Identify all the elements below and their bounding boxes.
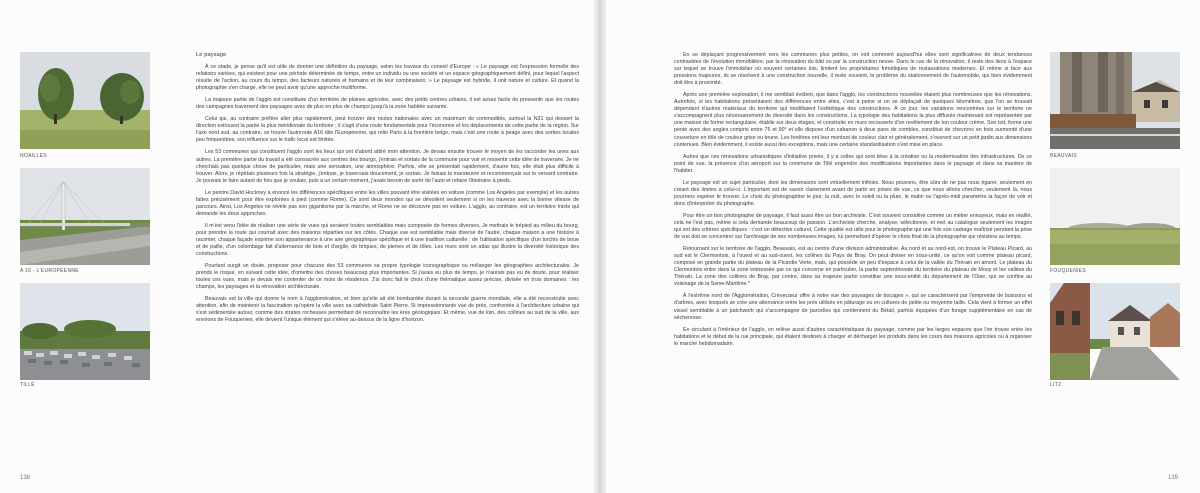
photo-tille-parking bbox=[20, 283, 150, 380]
paragraph: Pour être un bon photographe de paysage, il faut aussi être un bon archiviste. C'est souvent considéré comme un métier ennuyeux, mais en réalité, cela ne l'est pas, même si cela demande beaucoup de passion. L'archiviste cherche, analyse, sélectionne, et met au catalogue seulement les images qui ont des critères spécifiques : c'est un détective culturel. Cette qualité est utile pour le photographe qui une fois son cadrage maîtrisé pendant la prise de vue doit se concentrer sur l'archivage de ses nombreuses images, lui permettant d'opérer le choix final de la photographie qui résistera au temps. bbox=[674, 212, 1032, 241]
photo-noailles-trees bbox=[20, 52, 150, 149]
paragraph: Le peintre David Hockney a énoncé les différences spécifiques entre les villes pouvant être visitées en voiture (comme Los Angeles par exemple) et les autres faites précisément pour être explorées à pied (comme Rome). Ce sont deux mondes qui se dévoilent seulement si on les traverse avec la bonne vitesse de parcours. Ainsi, Los Angeles ne révèle pas son gigantisme par la marche, et Rome ne se découvre pas en voiture. L'agglo, au contraire, est un territoire mixte qui demande les deux approches. bbox=[196, 189, 579, 217]
photo-caption: TILLÉ bbox=[20, 382, 35, 388]
paragraph: Il m'est venu l'idée de réaliser une série de vues qui seraient toutes semblables mais composée de formes diverses. Je mettrais le trépied au milieu du bourg, pour prendre la route qui courrait avec des maisons réparties sur les côtés. Chaque vue est semblable mais diverse de l'autre, chaque maison a une histoire à raconter, chaque façade exprime son appartenance à une aire géographique spécifique et à une tradition culturelle : de l'utilisation spécifique d'un torchis de boue et de paille, d'un colombage fait d'alternance de bois et d'argile, de briques, de pierres et de tôles. Les murs sont un atlas qui illustre la diversité historique des constructions. bbox=[196, 222, 579, 258]
paragraph: Celui qui, au contraire préfère aller plus rapidement, peut trouver des routes nationales avec un maximum de commodités, surtout la N31 qui dessert la direction est/ouest la partie la plus méridionale du territoire ; il s'agit d'une route fondamentale pour l'économie et les déplacements de cette partie de la région. Sur l'axe nord sud, au contraire, se trouve l'autoroute A16 dite l'Européenne, qui relie Paris à la frontière belge, mais c'est une route à péage avec des sorties locales peu fréquentées, son influence sur le trafic local est limitée. bbox=[196, 116, 579, 144]
photo-caption: LITZ bbox=[1050, 382, 1062, 388]
paragraph: La majeure partie de l'agglo est constituée d'un territoire de plaines agricoles, avec des petits centres urbains, il est assez facile de pressentir que les routes des campagnes traversent des paysages avec de plus en plus de champs jusqu'à la zone habitée suivante. bbox=[196, 97, 579, 111]
photo-caption: A 16 - L'EUROPÉENNE bbox=[20, 268, 79, 274]
photo-caption: NOAILLES bbox=[20, 153, 47, 159]
paragraph: Après une première exploration, il me semblait évident, que dans l'agglo, les constructions nouvelles étaient plus nombreuses que les rénovations. Autrefois, si les habitations présentaient des différences entre elles, c'est à peine si on se déplaçait de quelques kilomètres, que l'on se trouvait dépendant d'autres matériaux du territoire qui modifiaient l'esthétique des constructions. À ce jour, les variations rencontrées sur le territoire ne s'accompagnent plus nécessairement de diversité dans les constructions. La typologie des habitations la plus diffusée maintenant est représentée par une maison de forme rectangulaire, établie sur deux étages, et construite en murs recouverts d'un revêtement de ton couleur crème. Son toit, forme une pente avec des angles compris entre 75 et 90° et elle dispose d'un cabanon à deux pans de combles, constitué de chevrons en bois surmonté d'une couverture en tôle de couleur grise ou brune. Les fenêtres ont leur montant de couleur clair et généralement, s'ouvrent sur un petit jardin aux dimensions contenues. Bien évidemment, il existe aussi des exceptions, mais une certaine standardisation s'est mise en place. bbox=[674, 92, 1032, 148]
page-number: 138 bbox=[20, 475, 31, 481]
paragraph: Autres que ces rénovations urbanistiques d'initiative privée, il y a celles qui sont liées à la création ou la modernisation des infrastructures. De ce point de vue, la présence d'un aéroport sur la commune de Tillé engendre des modifications importantes dans le paysage et dans sa manière de l'habiter. bbox=[674, 153, 1032, 174]
photo-a16-bridge bbox=[20, 168, 150, 265]
right-page bbox=[600, 0, 1200, 493]
paragraph: Le paysage est un sujet particulier, dont les dimensions sont virtuellement infinies. Nous pouvons, être sûrs de ne pas nous égarer, seulement en créant des limites à celui-ci. L'important est de savoir clairement avant de partir en prises de vue, ce que nous allons chercher, seulement là, nous pourrons espérer le trouver. Le choix du photographier le jour, la nuit, avec le soleil ou la pluie, le matin ou l'après-midi paramètre la façon de voir et donc d'interpréter du photographe. bbox=[674, 179, 1032, 207]
photo-beauvais-cathedral bbox=[1050, 52, 1180, 149]
photo-fouquenies-landscape bbox=[1050, 168, 1180, 265]
paragraph: En se déplaçant progressivement vers les communes plus petites, on voit comment aujourd'hui elles sont significatives de deux tendances contrastées de l'évolution immobilière, par la rénovation du bâti ou par la construction neuve. Dans le cas de la rénovation, il reste des liens à l'espace sur lequel se trouve l'immobilier où souvent certaines lois, limitent les propriétaires frénétiques de restaurations modernes. Et même si face aux pressions majeures, ils se résolvent à une construction nouvelle, il reste souvent, le problème du stationnement de l'automobile, qui bien évidemment doit être à proximité. bbox=[674, 52, 1032, 87]
paragraph: Beauvais est la ville qui donne le nom à l'agglomération, et bien qu'elle ait été bombardée durant la seconde guerre mondiale, elle a été reconstruite avec attention, afin de maintenir la fascination qu'opère la ville avec sa cathédrale Saint Pierre. Si impressionnante vue de près, confrontée à l'architecture urbaine qui s'est sédimentée autour, comme des strates rocheuses permettant de reconnaître les ères géologiques. Et même, vue de loin, des collines au sud de la ville, aux environs de Fouquenies, elle devient l'unique élément qui s'élève au-dessus de la ligne d'horizon. bbox=[196, 296, 579, 324]
photo-caption: FOUQUENIES bbox=[1050, 268, 1087, 274]
paragraph: En circulant à l'intérieur de l'agglo, on relève aussi d'autres caractéristiques du paysage, comme par les larges espaces que l'on trouve entre les habitations et le début de la rue principale, qui étaient destinés à charger et décharger les produits dans les cours des maisons agricoles ou à organiser le marché hebdomadaire. bbox=[674, 326, 1032, 347]
paragraph: À ce stade, je pense qu'il est utile de donner une définition du paysage, selon les travaux du conseil d'Europe : « Le paysage est l'expression formelle des relations variées, qui existent pour une période déterminée de temps, entre un individu ou une société et un espace géographiquement défini, pour lequel l'aspect résulte de l'action, au cours du temps, des facteurs naturels et humains et de leur combinaison. » Le paysage est hybride, il unit nature et culture. Et quand la photographie s'en charge, elle ne peut avoir qu'une approche multiforme. bbox=[196, 64, 579, 92]
left-body-text bbox=[196, 64, 579, 330]
photo-caption: BEAUVAIS bbox=[1050, 153, 1078, 159]
page-number: 139 bbox=[1168, 475, 1179, 481]
paragraph: Retournant sur le territoire de l'agglo, Beauvais, est au centre d'une division administrative. Au nord et au nord-est, on trouve le Plateau Picard, au sud est le Clermontois, à l'ouest et au sud-ouest, les collines du Pays de Bray. On peut diviser en sous-unité, ce qu'on voit comme plateau picard, composé en grande partie du plateau de la Picardie Verte, mais, qui possède un peu d'espace à celui de la vallée du Thérain en amont. Le plateau du Clermontois entre dans la zone intéressée par ce qui concerne en particulier, la partie septentrionale du territoire du plateau de Mouy et les vallées du Thérain. La zone des collines de Bray, par contre, dans sa majeure partie constitue une sous-entité du département de l'Oise, qui se confine au voisinage de la Seine-Maritime.* bbox=[674, 246, 1032, 288]
right-body-text bbox=[674, 52, 1032, 353]
paragraph: Les 53 communes qui constituent l'agglo sont les lieux qui ont d'abord attiré mon attention. Je devais ensuite trouver le moyen de les raccorder les unes aux autres. La première partie du travail a été consacrée aux centres des bourgs, j'entrais et sortais de la commune pour voir et ressentir cette idée de traversée. Je ne cherchais pas quelque chose de particulier, mais une sensation, une atmosphère. Parfois, elle se présentait rapidement, d'autre fois, elle était plus difficile à trouver. Alors, je répétais plusieurs fois la stratégie, j'entrais, je traversais doucement, je sortais. Je faisais la manœuvre et recommençais sur le versant contraire. Je pouvais le faire autant de fois que je voulais, puis à un certain moment, j'avais besoin de sortir de l'auto et refaire l'itinéraire à pieds. bbox=[196, 149, 579, 184]
book-gutter bbox=[594, 0, 606, 493]
paragraph: Pourtant surgit un doute, proposer pour chacune des 53 communes sa propre typologie iconographique ou mélanger les géographies architecturales. Je prends le risque, en suivant cette idée, d'omettre des choses beaucoup plus importantes. Si j'avais eu plus de temps, je n'aurais pas eu de doute, pour réaliser toutes ces vues, mais je devais me contenter de ce mois de résidence. J'ai donc fait le choix d'une thématique assez précise, divisée en trois domaines : les champs, les paysages et la rénovation architecturale. bbox=[196, 263, 579, 291]
paragraph: À l'extrême nord de l'Agglomération, Crèvecœur offre à notre vue des paysages de bocages », qui se caractérisent par l'empreinte de buissons et d'arbres, avec lesquels se crée une alternance entre les prés utilisés en pâturage ou en cultures de petite ou moyenne taille. Cela vient à former un effet visuel semblable à un patchwork qui s'accompagne de parcelles qui contiennent du Bétail, parfois équipées d'un forage supplémentaire en cas de sécheresse. bbox=[674, 293, 1032, 321]
photo-litz-street bbox=[1050, 283, 1180, 380]
section-heading: Le paysage bbox=[196, 52, 227, 58]
